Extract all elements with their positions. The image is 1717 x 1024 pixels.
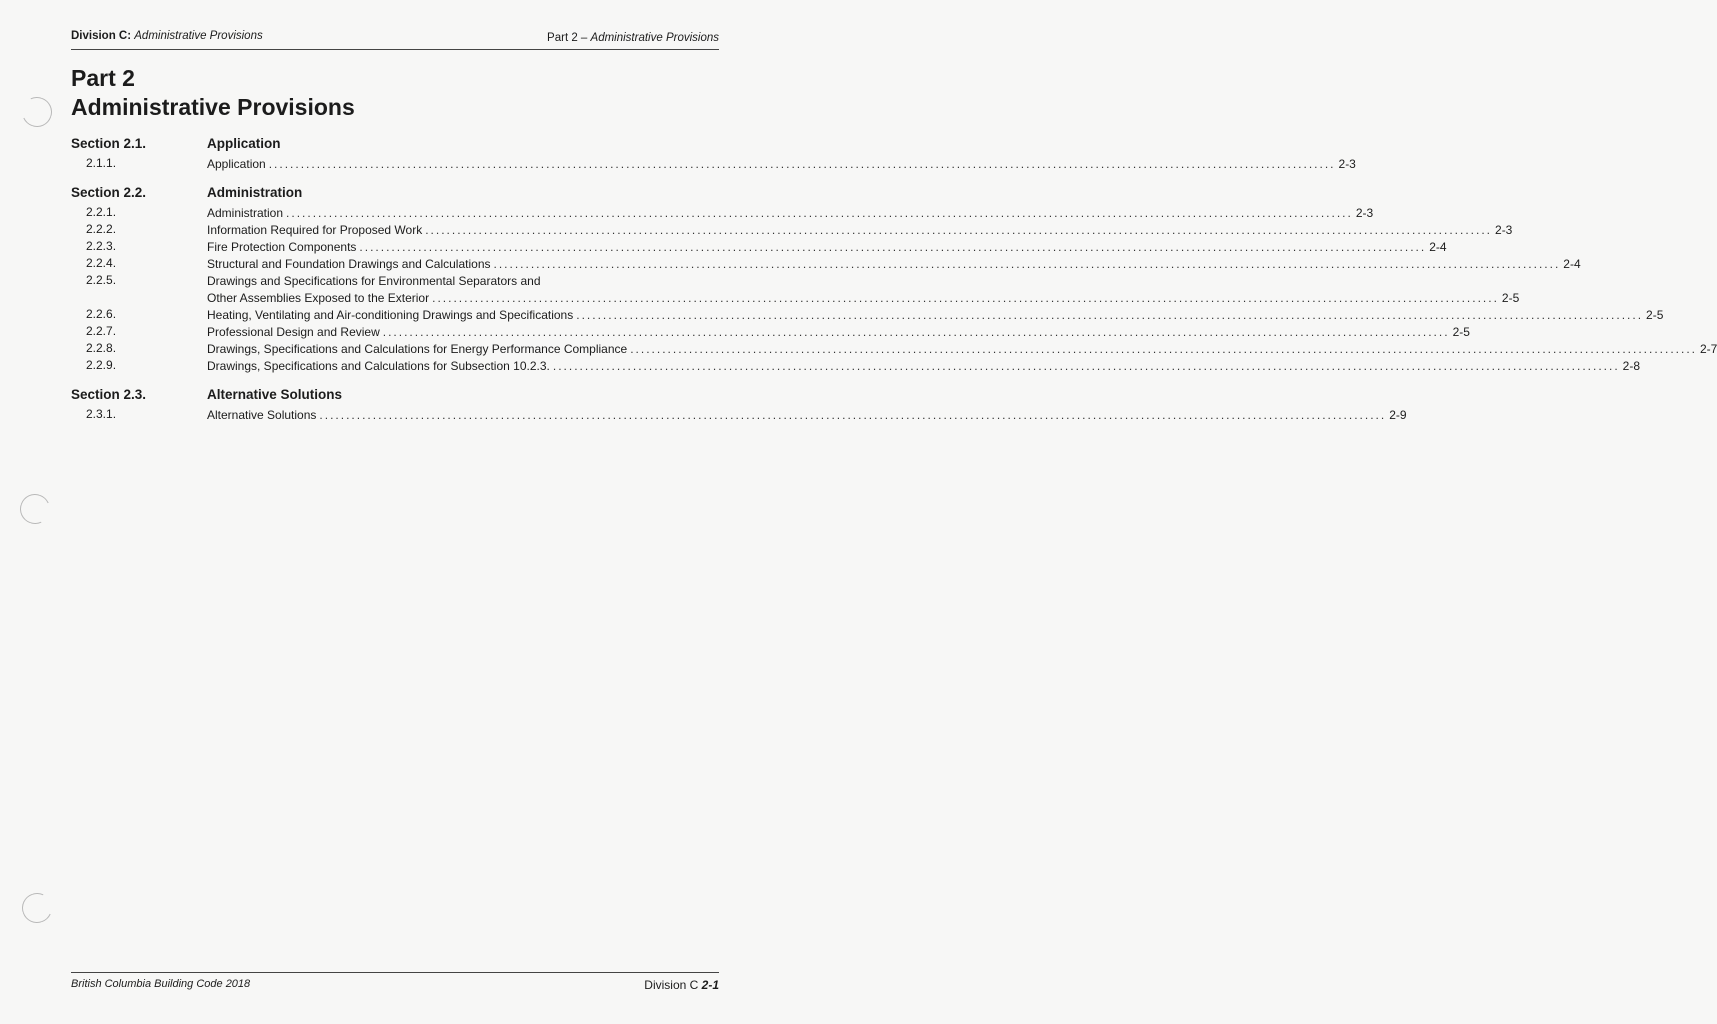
toc-section	[71, 387, 1407, 424]
toc-entry-number: 2.2.1.	[86, 205, 117, 219]
toc-entry-title: Other Assemblies Exposed to the Exterior	[207, 291, 430, 305]
header-rule	[71, 49, 719, 50]
toc-section-heading	[71, 387, 675, 407]
toc-section-number: Section 2.1.	[71, 136, 147, 151]
header-division	[71, 30, 263, 42]
toc-leader-dots: ........................................................................................................................................................................................................	[382, 325, 1450, 339]
toc-section-title: Administration	[207, 185, 303, 200]
table-of-contents	[71, 136, 1717, 424]
toc-entry[interactable]	[71, 256, 1581, 273]
toc-section	[71, 185, 1717, 375]
toc-entry-number: 2.2.5.	[86, 273, 117, 287]
toc-section-heading	[71, 136, 675, 156]
toc-entry[interactable]	[71, 324, 1470, 341]
toc-entry-title: Drawings, Specifications and Calculations for Subsection 10.2.3.	[207, 359, 550, 373]
toc-entry-title: Administration	[207, 206, 284, 220]
toc-section-number: Section 2.3.	[71, 387, 147, 402]
toc-entry-title: Drawings and Specifications for Environmental Separators and	[207, 274, 541, 288]
toc-entry[interactable]	[71, 239, 1447, 256]
toc-entry-number: 2.2.3.	[86, 239, 117, 253]
toc-leader-dots: ........................................................................................................................................................................................................	[319, 408, 1387, 422]
footer-division: Division C	[644, 978, 699, 992]
toc-leader-dots: ........................................................................................................................................................................................................	[286, 206, 1353, 220]
toc-entry-page: 2-3	[1355, 206, 1374, 220]
toc-entry-number: 2.2.2.	[86, 222, 117, 236]
toc-leader-dots: ........................................................................................................................................................................................................	[630, 342, 1697, 356]
binder-hole-top	[18, 93, 56, 131]
toc-entry[interactable]	[71, 205, 1374, 222]
toc-section-title: Alternative Solutions	[207, 387, 343, 402]
toc-leader-dots: ........................................................................................................................................................................................................	[432, 291, 1499, 305]
page-title	[71, 64, 355, 122]
toc-entry-title: Heating, Ventilating and Air-conditioning Drawings and Specifications	[207, 308, 574, 322]
header-division-text: Administrative Provisions	[134, 30, 263, 42]
toc-entry-title: Information Required for Proposed Work	[207, 223, 423, 237]
toc-entry-page: 2-9	[1389, 408, 1407, 422]
toc-entry-number: 2.2.9.	[86, 358, 117, 372]
footer-code-title: British Columbia Building Code 2018	[71, 978, 251, 990]
toc-entry[interactable]	[71, 273, 1520, 307]
toc-leader-dots: ........................................................................................................................................................................................................	[493, 257, 1561, 271]
toc-entry-number: 2.2.6.	[86, 307, 117, 321]
part-title: Administrative Provisions	[71, 94, 355, 120]
toc-section-heading	[71, 185, 675, 205]
toc-entry[interactable]	[71, 341, 1717, 358]
toc-leader-dots: ........................................................................................................................................................................................................	[268, 157, 1336, 171]
toc-entry-page: 2-5	[1452, 325, 1470, 339]
toc-entry[interactable]	[71, 222, 1513, 239]
toc-entry-title: Fire Protection Components	[207, 240, 357, 254]
toc-entry-title: Professional Design and Review	[207, 325, 380, 339]
toc-entry[interactable]	[71, 358, 1640, 375]
toc-section-title: Application	[207, 136, 281, 151]
header-division-label: Division C:	[71, 30, 132, 42]
toc-section	[71, 136, 1356, 173]
toc-entry-number: 2.2.4.	[86, 256, 117, 270]
toc-entry-title: Structural and Foundation Drawings and Calculations	[207, 257, 491, 271]
toc-leader-dots: ........................................................................................................................................................................................................	[425, 223, 1493, 237]
toc-entry[interactable]	[71, 407, 1407, 424]
toc-entry-page: 2-7	[1700, 342, 1717, 356]
binder-hole-bottom	[18, 889, 56, 927]
toc-entry-page: 2-4	[1563, 257, 1581, 271]
toc-entry-page: 2-8	[1622, 359, 1640, 373]
toc-entry[interactable]	[71, 156, 1356, 173]
toc-leader-dots: ........................................................................................................................................................................................................	[576, 308, 1644, 322]
toc-entry-title: Drawings, Specifications and Calculations for Energy Performance Compliance	[207, 342, 628, 356]
toc-section-number: Section 2.2.	[71, 185, 147, 200]
toc-entry-page: 2-5	[1646, 308, 1664, 322]
toc-entry-title: Alternative Solutions	[207, 408, 317, 422]
toc-entry-number: 2.2.7.	[86, 324, 117, 338]
toc-entry-number: 2.2.8.	[86, 341, 117, 355]
footer-page-number: 2-1	[701, 978, 719, 992]
toc-entry-page: 2-5	[1501, 291, 1520, 305]
toc-leader-dots: ........................................................................................................................................................................................................	[359, 240, 1427, 254]
toc-entry-number: 2.1.1.	[86, 156, 117, 170]
footer-rule	[71, 972, 719, 973]
toc-leader-dots: ........................................................................................................................................................................................................	[552, 359, 1620, 373]
header-part-label: Part 2 –	[547, 32, 588, 44]
header-part	[547, 32, 719, 44]
toc-entry-number: 2.3.1.	[86, 407, 117, 421]
toc-entry-page: 2-3	[1338, 157, 1356, 171]
binder-hole-middle	[16, 490, 54, 528]
toc-entry-page: 2-3	[1495, 223, 1513, 237]
header-part-text: Administrative Provisions	[590, 32, 719, 44]
part-number: Part 2	[71, 65, 135, 91]
toc-entry-page: 2-4	[1429, 240, 1447, 254]
toc-entry-title: Application	[207, 157, 266, 171]
toc-entry[interactable]	[71, 307, 1664, 324]
footer-page	[644, 978, 719, 992]
